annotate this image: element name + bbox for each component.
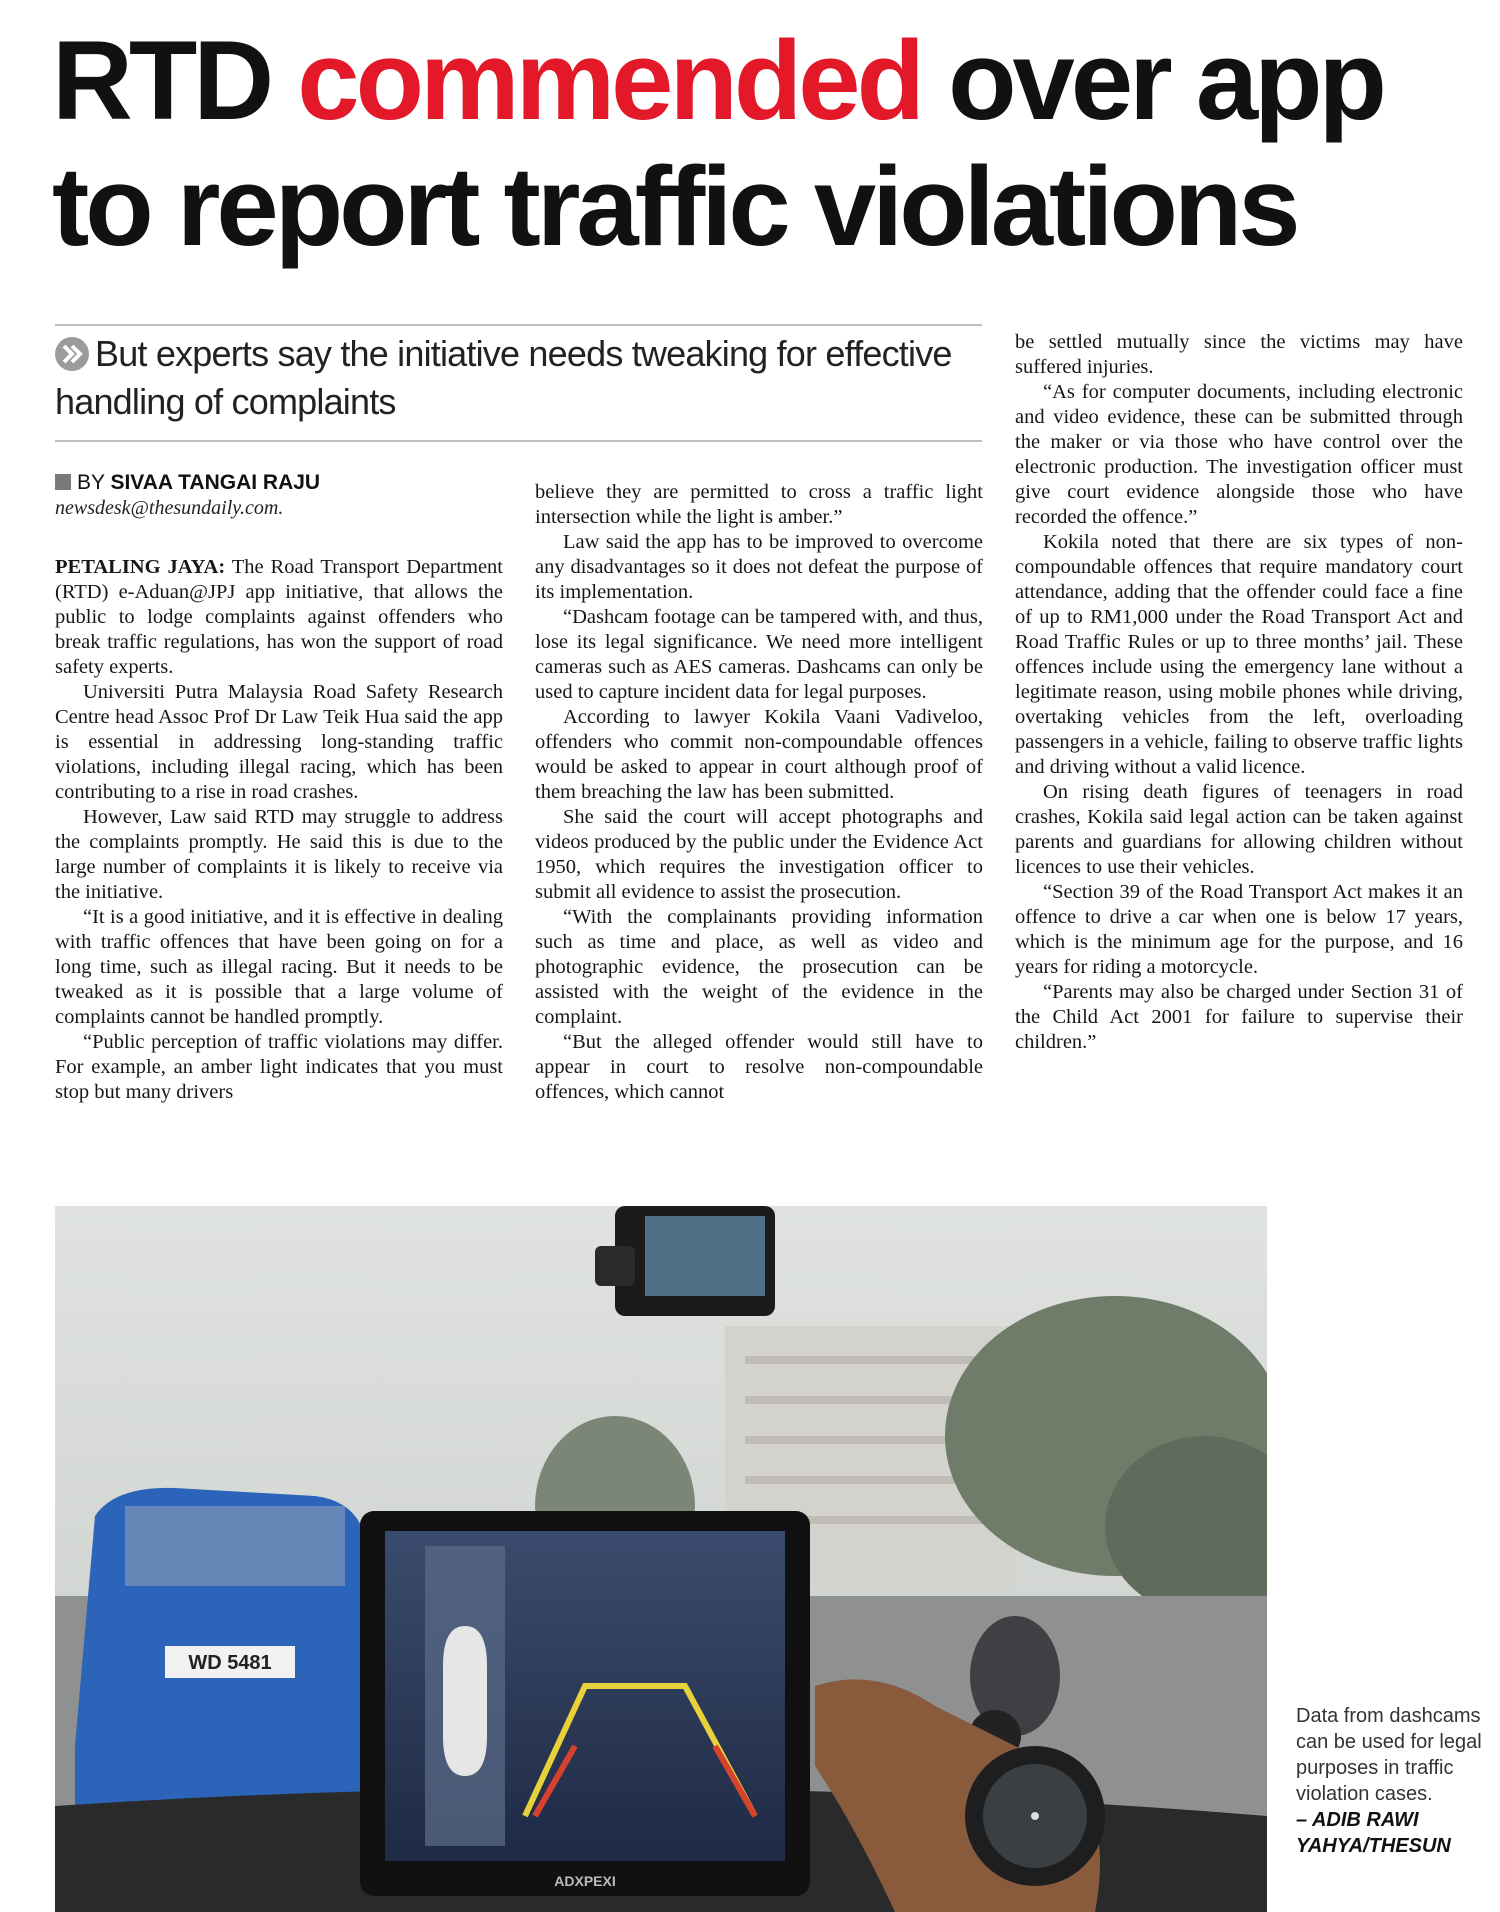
photo-credit: – ADIB RAWI YAHYA/THESUN [1296,1809,1451,1857]
dateline: PETALING JAYA: [55,556,226,578]
byline-email: newsdesk@thesundaily.com. [55,497,284,519]
article-paragraph: be settled mutually since the victims may have suffered injuries. [1015,331,1463,378]
standfirst [55,330,980,426]
article-paragraph: PETALING JAYA: The Road Transport Department (RTD) e-Aduan@JPJ app initiative, that allows the public to lodge complaints against offenders who break traffic regulations, has won the support of road safety experts. [55,556,504,678]
byline-marker-icon [55,474,71,490]
photo-caption [1296,1703,1486,1859]
article-column-2 [535,480,983,1105]
article-paragraph: “Public perception of traffic violations may differ. For example, an amber light indicates that you must stop but many drivers [55,1031,503,1103]
article-paragraph: “Section 39 of the Road Transport Act makes it an offence to drive a car when one is below 17 years, which is the minimum age for the purpose, and 16 years for riding a motorcycle. [1015,881,1463,978]
article-paragraph: “With the complainants providing information such as time and place, as well as video and photographic evidence, the prosecution can be assisted with the weight of the evidence in the complaint. [535,906,983,1028]
article-paragraph: She said the court will accept photographs and videos produced by the public under the Evidence Act 1950, which requires the investigation officer to submit all evidence to assist the prosecution. [535,806,983,903]
byline [55,470,505,496]
bottom-rule [55,440,982,442]
headline [52,18,1472,270]
top-rule [55,324,982,326]
standfirst-text: But experts say the initiative needs tweaking for effective handling of complaints [55,333,952,422]
article-paragraph: “It is a good initiative, and it is effective in dealing with traffic offences that have been going on for a long time, such as illegal racing. But it needs to be tweaked as it is possible that a large volume of complaints cannot be handled promptly. [55,906,503,1028]
byline-prefix: BY [77,471,111,494]
article-paragraph: “Dashcam footage can be tampered with, and thus, lose its legal significance. We need more intelligent cameras such as AES cameras. Dashcams can only be used to capture incident data for legal purposes. [535,606,983,703]
article-paragraph: “But the alleged offender would still have to appear in court to resolve non-compoundable offences, which cannot [535,1031,983,1103]
article-paragraph: “As for computer documents, including electronic and video evidence, these can be submitted through the maker or via those who have control over the electronic production. The investigation officer must give court evidence alongside those who have recorded the offence.” [1015,381,1463,528]
article-paragraph: According to lawyer Kokila Vaani Vadiveloo, offenders who commit non-compoundable offences would be asked to appear in court although proof of them breaching the law has been submitted. [535,706,983,803]
article-paragraph: “Parents may also be charged under Section 31 of the Child Act 2001 for failure to supervise their children.” [1015,981,1463,1053]
article-paragraph: Law said the app has to be improved to overcome any disadvantages so it does not defeat the purpose of its implementation. [535,531,983,603]
article-paragraph: Universiti Putra Malaysia Road Safety Research Centre head Assoc Prof Dr Law Teik Hua said the app is essential in addressing long-standing traffic violations, including illegal racing, which has been contributing to a rise in road crashes. [55,681,503,803]
headline-highlight: commended [297,18,921,143]
device-brand: ADXPEXI [554,1873,616,1889]
article-column-3 [1015,330,1463,1055]
byline-author: SIVAA TANGAI RAJU [110,471,321,494]
license-plate: WD 5481 [188,1652,272,1674]
caption-text: Data from dashcams can be used for legal purposes in traffic violation cases. [1296,1705,1482,1805]
dashcam-photo [55,1206,1267,1912]
headline-part1: RTD [52,18,298,143]
photo-illustration [55,1206,1267,1912]
headline-part2: over app to report traffic violations [52,18,1383,269]
article-paragraph: However, Law said RTD may struggle to address the complaints promptly. He said this is due to the large number of complaints it is likely to receive via the initiative. [55,806,503,903]
article-paragraph: On rising death figures of teenagers in road crashes, Kokila said legal action can be taken against parents and guardians for allowing children without licences to use their vehicles. [1015,781,1463,878]
article-column-1 [55,555,503,1105]
article-paragraph: believe they are permitted to cross a traffic light intersection while the light is amber.” [535,481,983,528]
article-paragraph: Kokila noted that there are six types of non-compoundable offences that require mandatory court attendance, adding that the offender could face a fine of up to RM1,000 under the Road Transport Act and Road Traffic Rules or up to three months’ jail. These offences include using the emergency lane without a legitimate reason, using mobile phones while driving, overtaking vehicles from the left, overloading passengers in a vehicle, failing to observe traffic lights and driving without a valid licence. [1015,531,1463,778]
double-chevron-right-icon [55,337,89,371]
